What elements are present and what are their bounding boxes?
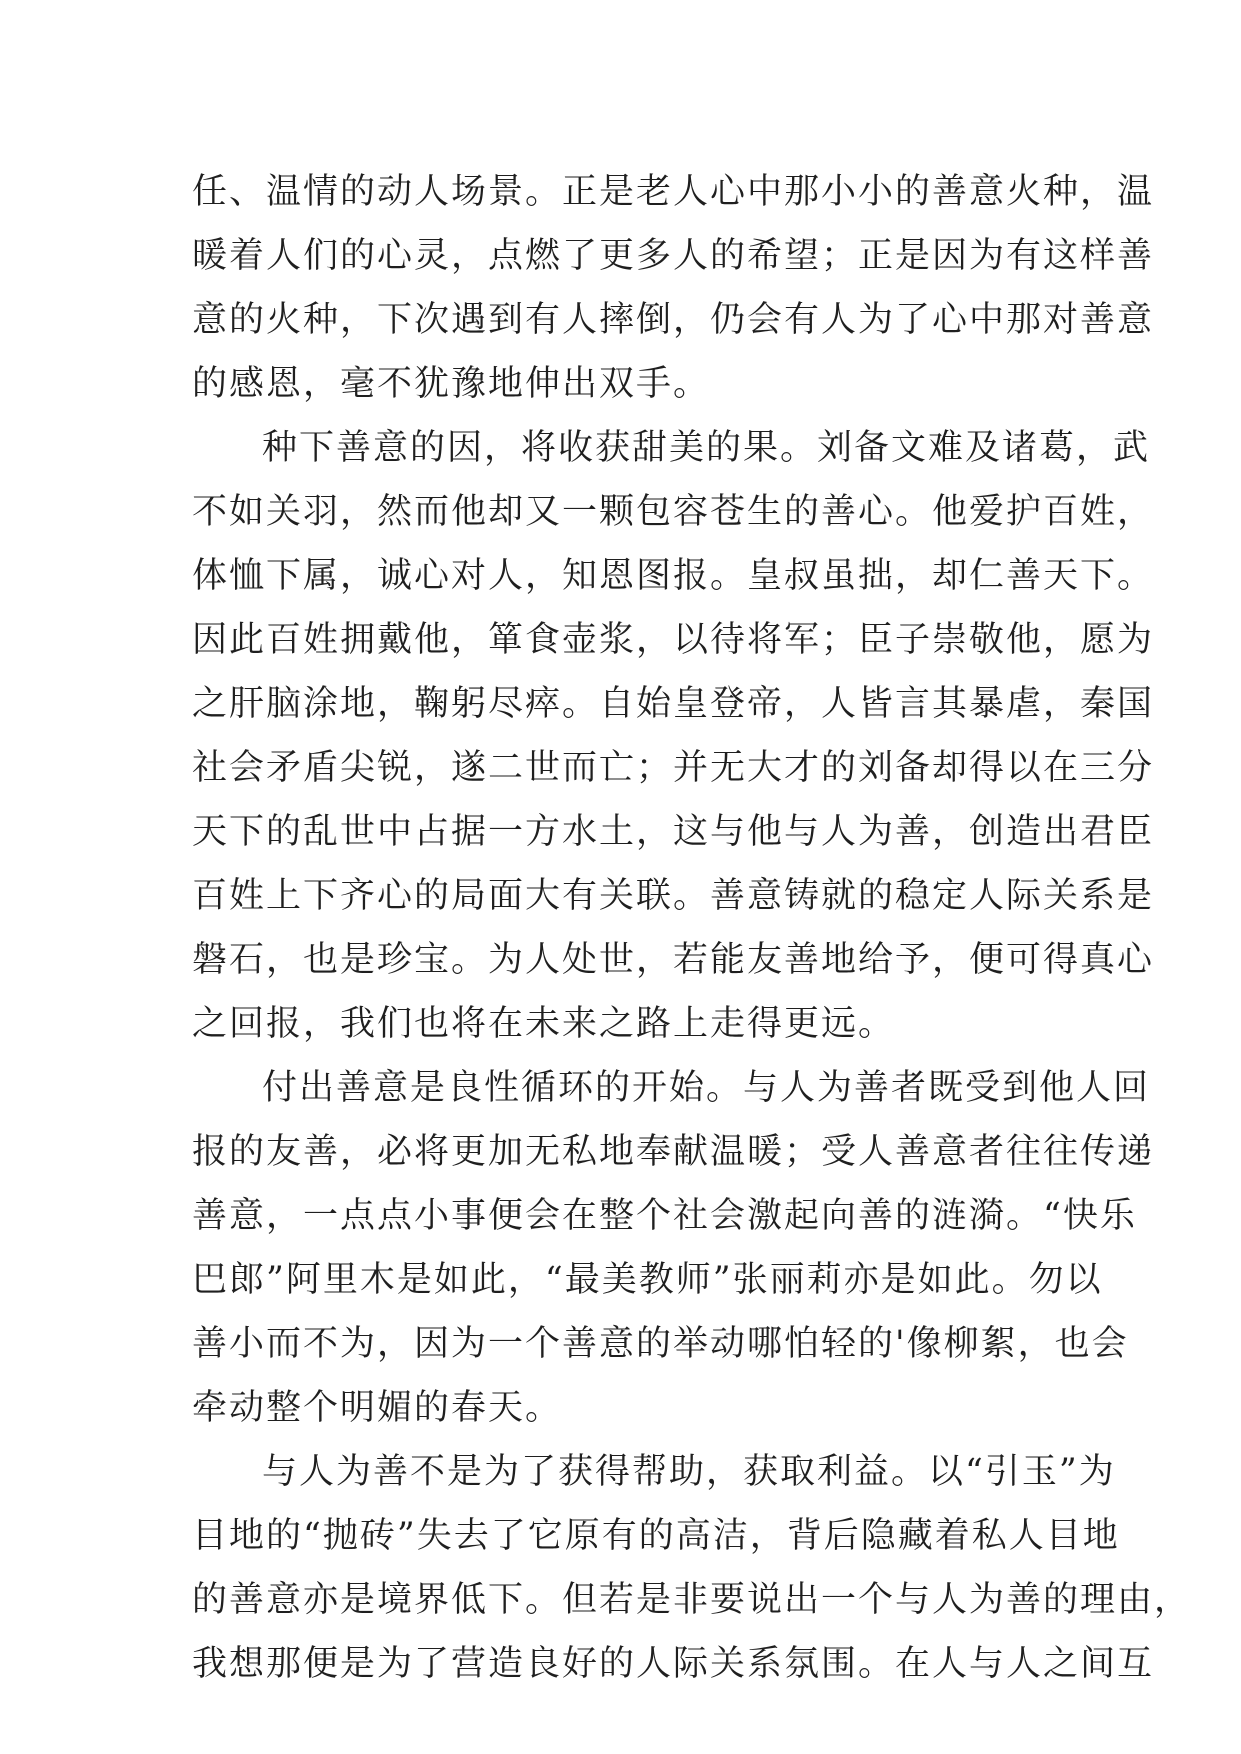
text-line: 任、温情的动人场景。正是老人心中那小小的善意火种，温 [192,172,1155,212]
paragraph [192,1056,1155,1440]
text-line: 与人为善不是为了获得帮助，获取利益。以“引玉”为 [262,1452,1116,1492]
text-line: 意的火种，下次遇到有人摔倒，仍会有人为了心中那对善意 [192,300,1155,340]
text-line: 之回报，我们也将在未来之路上走得更远。 [192,1004,896,1044]
text-line: 之肝脑涂地，鞠躬尽瘁。自始皇登帝，人皆言其暴虐，秦国 [192,684,1155,724]
text-line: 社会矛盾尖锐，遂二世而亡；并无大才的刘备却得以在三分 [192,748,1155,788]
text-line: 报的友善，必将更加无私地奉献温暖；受人善意者往往传递 [192,1132,1155,1172]
text-line: 体恤下属，诚心对人，知恩图报。皇叔虽拙，却仁善天下。 [192,556,1155,596]
text-line: 天下的乱世中占据一方水土，这与他与人为善，创造出君臣 [192,812,1155,852]
text-line: 暖着人们的心灵，点燃了更多人的希望；正是因为有这样善 [192,236,1155,276]
paragraph [192,1440,1192,1696]
text-line: 巴郎”阿里木是如此，“最美教师”张丽莉亦是如此。勿以 [192,1260,1103,1300]
text-line: 的感恩，毫不犹豫地伸出双手。 [192,364,711,404]
paragraph [192,160,1155,416]
text-line: 目地的“抛砖”失去了它原有的高洁，背后隐藏着私人目地 [192,1516,1120,1556]
text-line: 的善意亦是境界低下。但若是非要说出一个与人为善的理由， [192,1580,1192,1620]
paragraph [192,416,1155,1056]
text-line: 不如关羽，然而他却又一颗包容苍生的善心。他爱护百姓， [192,492,1155,532]
text-line: 磐石，也是珍宝。为人处世，若能友善地给予，便可得真心 [192,940,1155,980]
text-line: 善意，一点点小事便会在整个社会激起向善的涟漪。“快乐 [192,1196,1137,1236]
text-line: 付出善意是良性循环的开始。与人为善者既受到他人回 [262,1068,1151,1108]
text-line: 种下善意的因，将收获甜美的果。刘备文难及诸葛，武 [262,428,1151,468]
document-body [192,160,1192,1696]
text-line: 因此百姓拥戴他，箪食壶浆，以待将军；臣子崇敬他，愿为 [192,620,1155,660]
text-line: 我想那便是为了营造良好的人际关系氛围。在人与人之间互 [192,1644,1155,1684]
text-line: 善小而不为，因为一个善意的举动哪怕轻的'像柳絮，也会 [192,1324,1129,1364]
text-line: 牵动整个明媚的春天。 [192,1388,563,1428]
text-line: 百姓上下齐心的局面大有关联。善意铸就的稳定人际关系是 [192,876,1155,916]
